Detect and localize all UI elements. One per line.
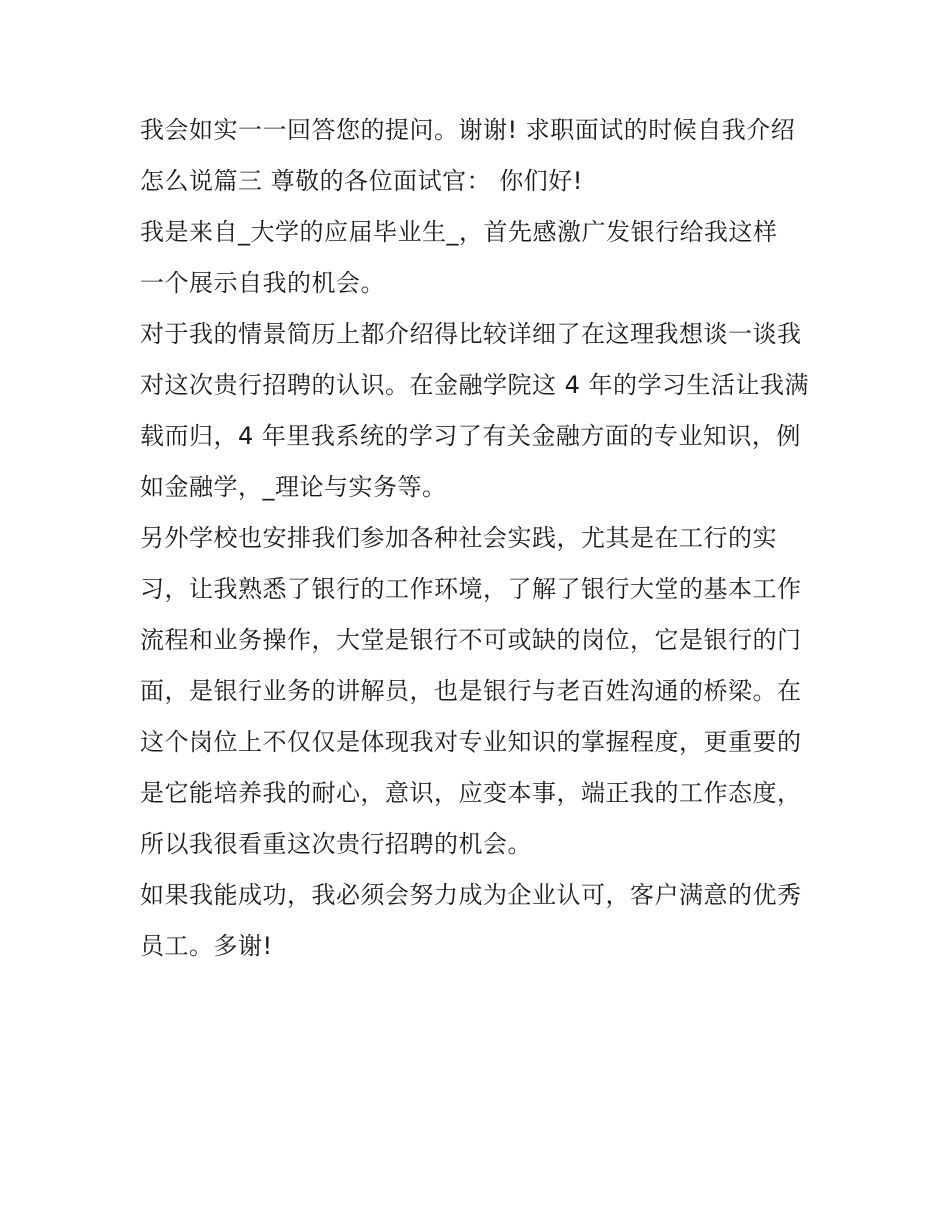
text-line: 对于我的情景简历上都介绍得比较详细了在这理我想谈一谈我 bbox=[140, 320, 802, 348]
text-line: 载而归，4 年里我系统的学习了有关金融方面的专业知识，例 bbox=[140, 422, 801, 450]
text-line: 我是来自_大学的应届毕业生_，首先感激广发银行给我这样 bbox=[140, 218, 778, 246]
text-line: 所以我很看重这次贵行招聘的机会。 bbox=[140, 830, 532, 858]
text-line: 对这次贵行招聘的认识。在金融学院这 4 年的学习生活让我满 bbox=[140, 371, 810, 399]
text-line: 习，让我熟悉了银行的工作环境，了解了银行大堂的基本工作 bbox=[140, 575, 802, 603]
text-line: 流程和业务操作，大堂是银行不可或缺的岗位，它是银行的门 bbox=[140, 626, 802, 654]
text-line: 员工。多谢! bbox=[140, 932, 273, 960]
text-line: 这个岗位上不仅仅是体现我对专业知识的掌握程度，更重要的 bbox=[140, 728, 802, 756]
text-line: 面，是银行业务的讲解员，也是银行与老百姓沟通的桥梁。在 bbox=[140, 677, 802, 705]
text-line: 如果我能成功，我必须会努力成为企业认可，客户满意的优秀 bbox=[140, 881, 802, 909]
text-line: 另外学校也安排我们参加各种社会实践，尤其是在工行的实 bbox=[140, 524, 777, 552]
text-line: 怎么说篇三 尊敬的各位面试官： 你们好! bbox=[140, 167, 583, 195]
text-line: 如金融学，_理论与实务等。 bbox=[140, 473, 447, 501]
text-line: 一个展示自我的机会。 bbox=[140, 269, 385, 297]
text-line: 我会如实一一回答您的提问。谢谢! 求职面试的时候自我介绍 bbox=[140, 116, 796, 144]
text-line: 是它能培养我的耐心，意识，应变本事，端正我的工作态度， bbox=[140, 779, 802, 807]
document-body bbox=[140, 105, 820, 972]
